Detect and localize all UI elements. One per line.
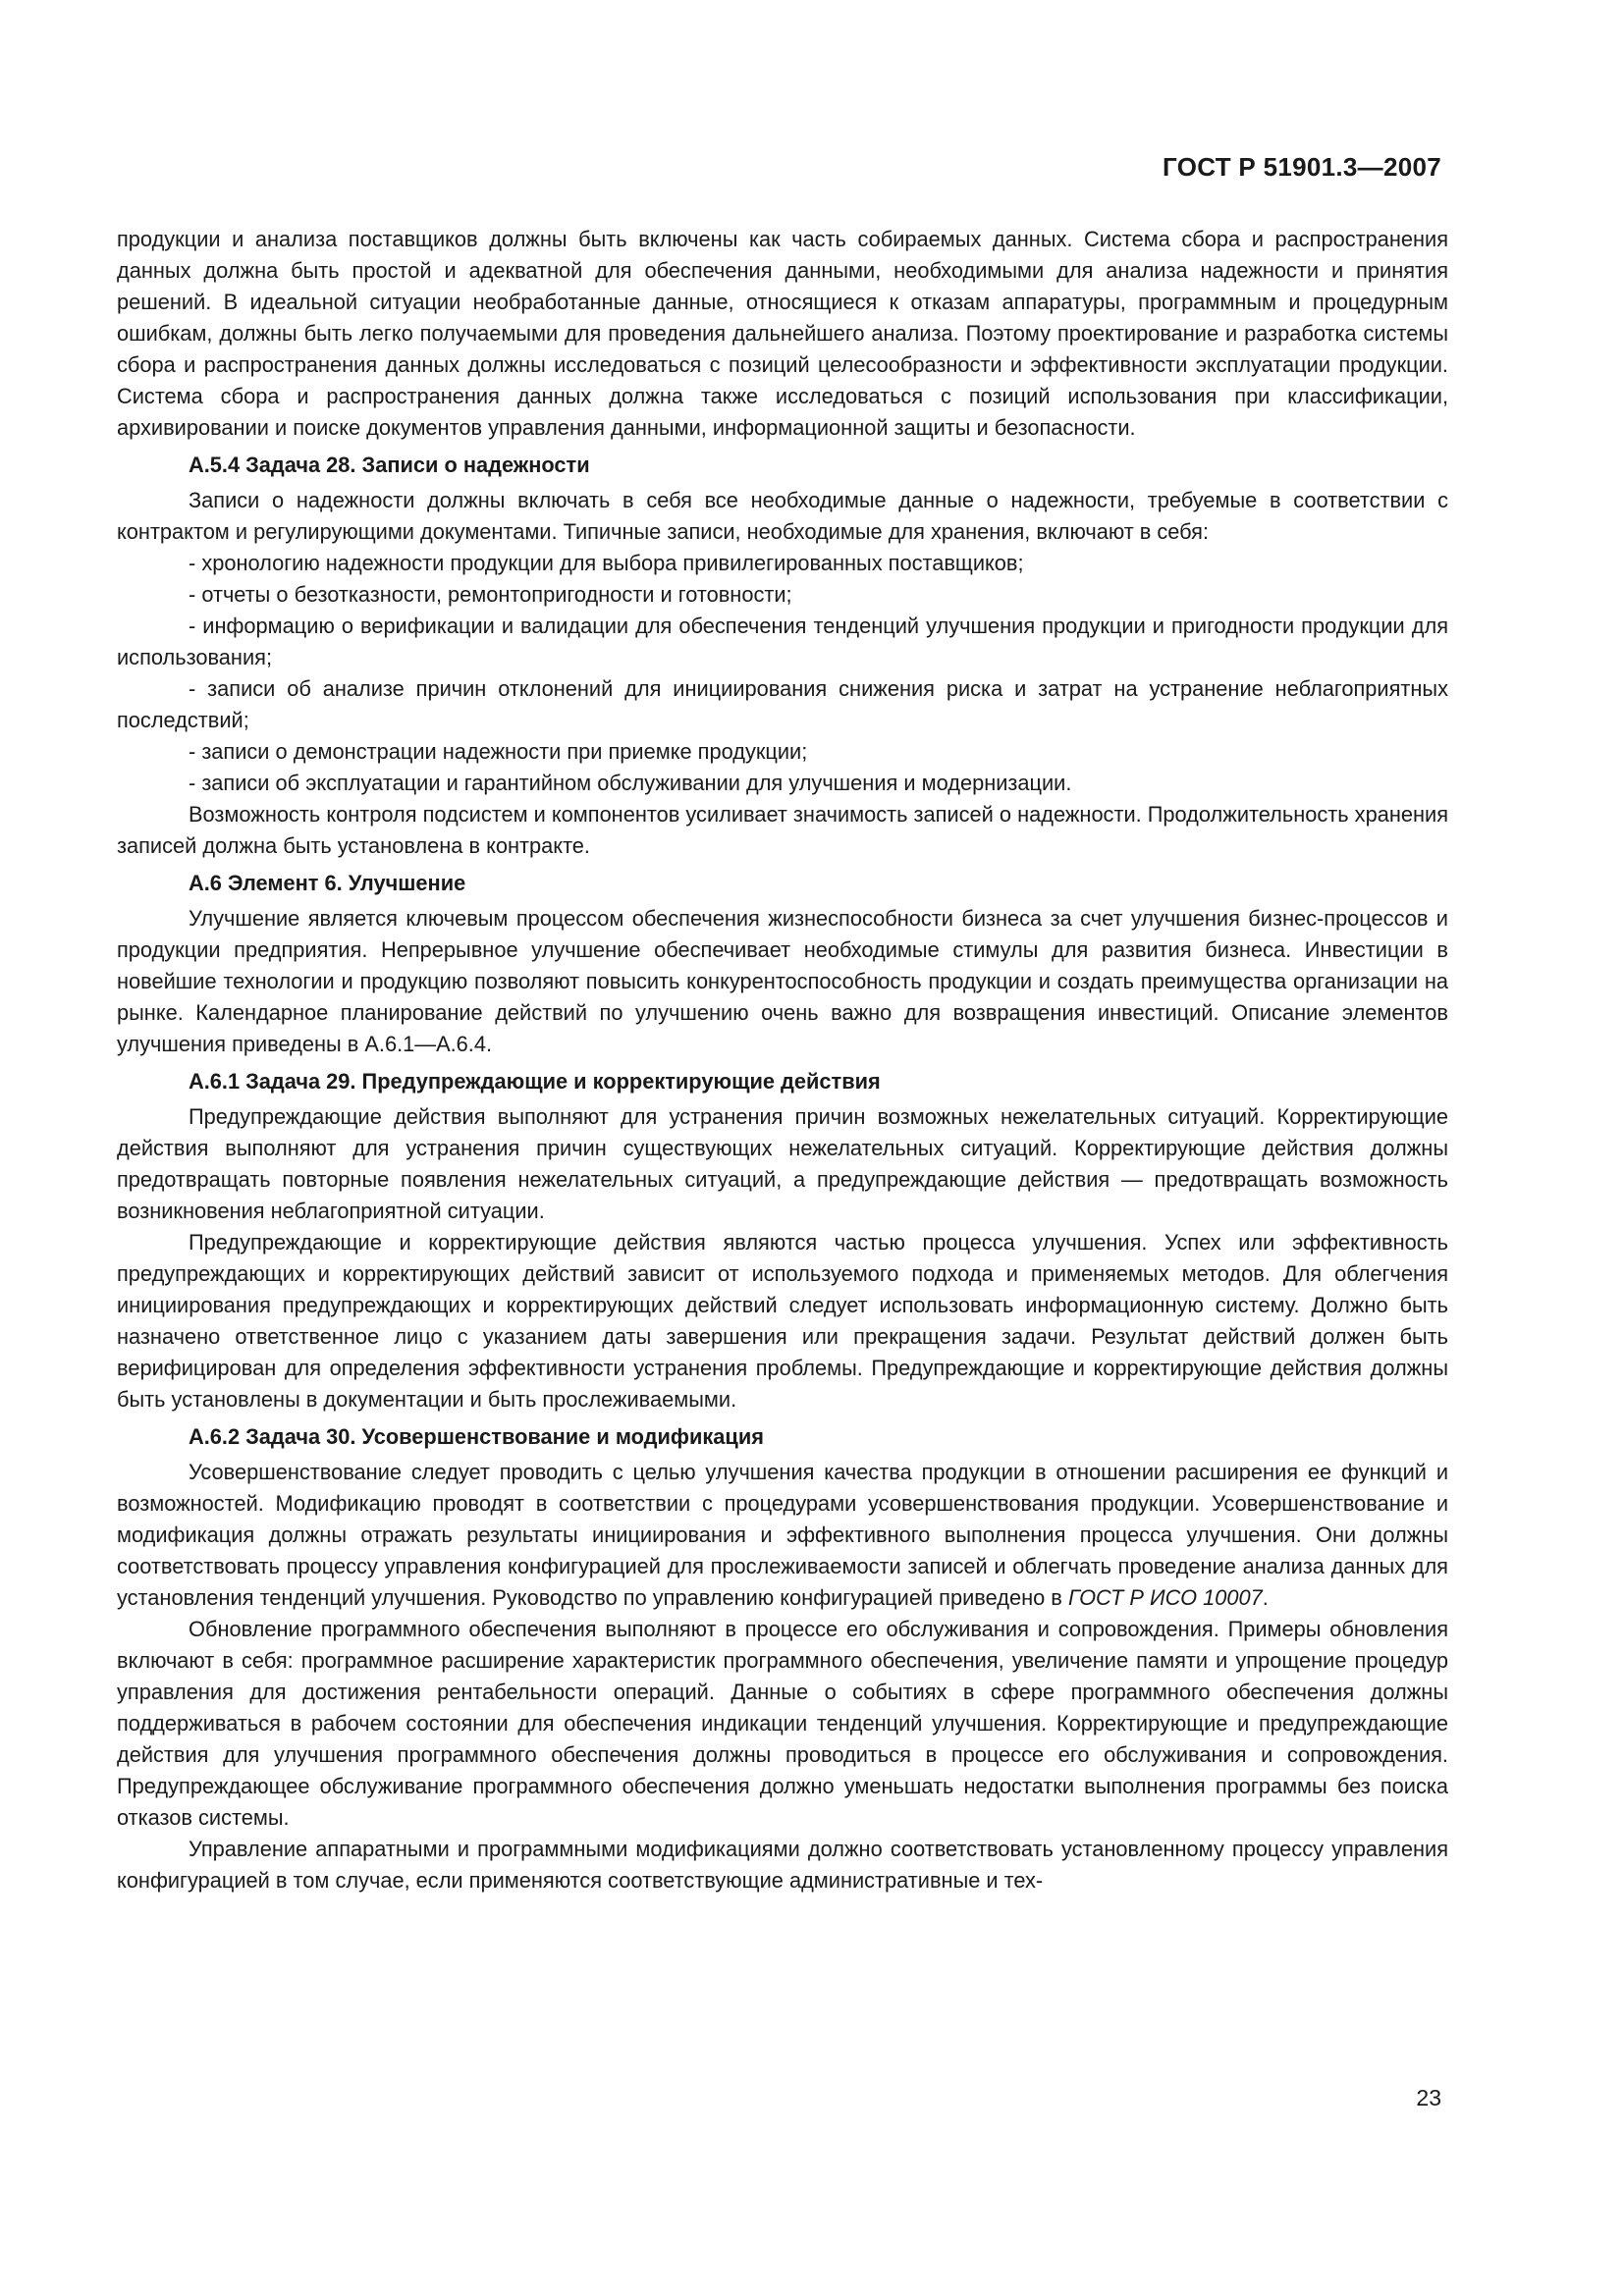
paragraph-continuation: продукции и анализа поставщиков должны быть включены как часть собираемых данных. Система сбора и распространения данных должна быть простой и адекватной для обеспечения данными, необходимыми для анализа надежности и принятия решений. В идеальной ситуации необработанные данные, относящиеся к отказам аппаратуры, программным и процедурным ошибкам, должны быть легко получаемыми для проведения дальнейшего анализа. Поэтому проектирование и разработка системы сбора и распространения данных должны исследоваться с позиций целесообразности и эффективности эксплуатации продукции. Система сбора и распространения данных должна также исследоваться с позиций использования при классификации, архивировании и поиске документов управления данными, информационной защиты и безопасности.: [117, 227, 1448, 440]
paragraph-enhancement-text: Усовершенствование следует проводить с целью улучшения качества продукции в отношении расширения ее функций и возможностей. Модификацию проводят в соответствии с процедурами усовершенствования продукции. Усовершенствование и модификация должны отражать результаты инициирования и эффективного выполнения процесса улучшения. Они должны соответствовать процессу управления конфигурацией для прослеживаемости записей и облегчать проведение анализа данных для установления тенденций улучшения. Руководство по управлению конфигурацией приведено в: [117, 1460, 1448, 1610]
list-item: - записи о демонстрации надежности при приемке продукции;: [189, 739, 808, 764]
paragraph-enhancement-end: .: [1262, 1585, 1269, 1610]
list-item: - информацию о верификации и валидации для обеспечения тенденций улучшения продукции и пригодности продукции для использования;: [117, 614, 1448, 669]
paragraph-corrective-actions: Предупреждающие и корректирующие действия являются частью процесса улучшения. Успех или эффективность предупреждающих и корректирующих действий зависит от используемого подхода и применяемых методов. Для облегчения инициирования предупреждающих и корректирующих действий следует использовать информационную систему. Должно быть назначено ответственное лицо с указанием даты завершения или прекращения задачи. Результат действий должен быть верифицирован для определения эффективности устранения проблемы. Предупреждающие и корректирующие действия должны быть установлены в документации и быть прослеживаемыми.: [117, 1230, 1448, 1412]
section-heading-a54: А.5.4 Задача 28. Записи о надежности: [189, 453, 590, 477]
document-header: ГОСТ Р 51901.3—2007: [1163, 152, 1441, 182]
standard-reference: ГОСТ Р ИСО 10007: [1067, 1585, 1263, 1610]
section-heading-a61: А.6.1 Задача 29. Предупреждающие и корректирующие действия: [189, 1069, 881, 1094]
paragraph-modification-control: Управление аппаратными и программными модификациями должно соответствовать установленному процессу управления конфигурацией в том случае, если применяются соответствующие административные и тех-: [117, 1837, 1448, 1893]
paragraph-preventive-actions: Предупреждающие действия выполняют для устранения причин возможных нежелательных ситуаций. Корректирующие действия выполняют для устранения причин существующих нежелательных ситуаций. Корректирующие действия должны предотвращать повторные появления нежелательных ситуаций, а предупреждающие действия — предотвращать возможность возникновения неблагоприятной ситуации.: [117, 1104, 1448, 1223]
paragraph-software-update: Обновление программного обеспечения выполняют в процессе его обслуживания и сопровождения. Примеры обновления включают в себя: программное расширение характеристик программного обеспечения, увеличение памяти и упрощение процедур управления для достижения рентабельности операций. Данные о событиях в сфере программного обеспечения должны поддерживаться в рабочем состоянии для обеспечения индикации тенденций улучшения. Корректирующие и предупреждающие действия для улучшения программного обеспечения должны проводиться в процессе его обслуживания и сопровождения. Предупреждающее обслуживание программного обеспечения должно уменьшать недостатки выполнения программы без поиска отказов системы.: [117, 1617, 1448, 1830]
section-heading-a6: А.6 Элемент 6. Улучшение: [189, 871, 466, 895]
list-item: - хронологию надежности продукции для выбора привилегированных поставщиков;: [189, 551, 1024, 575]
paragraph-record-retention: Возможность контроля подсистем и компонентов усиливает значимость записей о надежности. Продолжительность хранения записей должна быть установлена в контракте.: [117, 802, 1448, 858]
paragraph-enhancement: [117, 1457, 1448, 1614]
list-item: - записи об эксплуатации и гарантийном обслуживании для улучшения и модернизации.: [189, 771, 1072, 795]
list-item: - отчеты о безотказности, ремонтопригодности и готовности;: [189, 582, 792, 607]
paragraph-improvement: Улучшение является ключевым процессом обеспечения жизнеспособности бизнеса за счет улучшения бизнес-процессов и продукции предприятия. Непрерывное улучшение обеспечивает необходимые стимулы для развития бизнеса. Инвестиции в новейшие технологии и продукцию позволяют повысить конкурентоспособность продукции и создать преимущества организации на рынке. Календарное планирование действий по улучшению очень важно для возвращения инвестиций. Описание элементов улучшения приведены в А.6.1—А.6.4.: [117, 906, 1448, 1056]
document-body: [117, 224, 1448, 1896]
records-list: [117, 548, 1448, 799]
paragraph-reliability-records: Записи о надежности должны включать в себя все необходимые данные о надежности, требуемые в соответствии с контрактом и регулирующими документами. Типичные записи, необходимые для хранения, включают в себя:: [117, 488, 1448, 544]
section-heading-a62: А.6.2 Задача 30. Усовершенствование и модификация: [189, 1424, 764, 1449]
page-number: 23: [1416, 2085, 1441, 2110]
list-item: - записи об анализе причин отклонений для инициирования снижения риска и затрат на устранение неблагоприятных последствий;: [117, 676, 1448, 732]
